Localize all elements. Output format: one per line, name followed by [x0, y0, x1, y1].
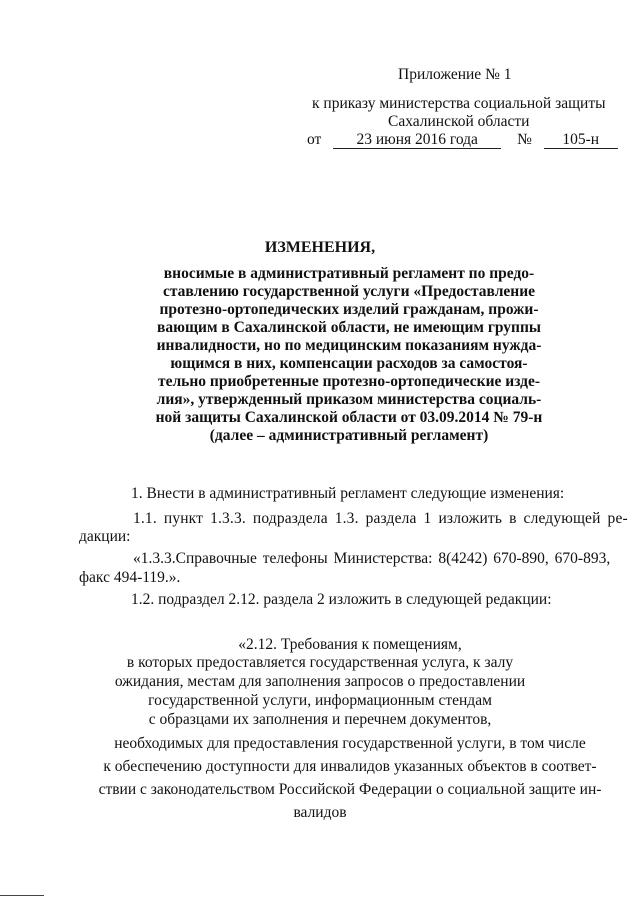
section-line-7: к обеспечению доступности для инвалидов указанных объектов в соответ-	[103, 758, 597, 775]
document-heading: ИЗМЕНЕНИЯ,	[264, 239, 376, 256]
title-line-8: лия», утвержденный приказом министерства социаль-	[156, 391, 542, 408]
order-date-row	[307, 131, 618, 149]
section-line-4: государственной услуги, информационным стендам	[148, 692, 492, 709]
order-number: 105-н	[544, 131, 618, 149]
title-line-5: инвалидности, но по медицинским показаниям нужда-	[156, 337, 542, 354]
title-line-6: ющимся в них, компенсации расходов за самостоя-	[170, 355, 528, 372]
paragraph-1-1-end: дакции:	[79, 528, 131, 545]
section-line-3: ожидания, местам для заполнения запросов о предоставлении	[114, 673, 526, 690]
quote-phones-start: «1.3.3.Справочные телефоны Министерства: 8(4242) 670-890, 670-893,	[133, 550, 611, 567]
quote-phones-end: факс 494-119.».	[79, 569, 181, 586]
section-line-5: с образцами их заполнения и перечнем документов,	[148, 711, 492, 728]
section-line-9: валидов	[293, 804, 347, 821]
section-line-1: «2.12. Требования к помещениям,	[238, 636, 462, 653]
order-date: 23 июня 2016 года	[333, 131, 501, 149]
region-name: Сахалинской области	[388, 113, 530, 130]
section-line-8: ствии с законодательством Российской Федерации о социальной защите ин-	[98, 781, 602, 798]
scan-edge-mark	[0, 895, 44, 896]
number-sign: №	[517, 131, 532, 148]
appendix-label: Приложение № 1	[398, 66, 512, 83]
title-line-3: протезно-ортопедических изделий гражданам, прожи-	[159, 301, 539, 318]
title-line-2: ставлению государственной услуги «Предоставление	[162, 283, 536, 300]
title-line-10: (далее – административный регламент)	[209, 427, 489, 444]
title-line-9: ной защиты Сахалинской области от 03.09.2014 № 79-н	[155, 409, 543, 426]
paragraph-1: 1. Внести в административный регламент следующие изменения:	[131, 485, 565, 502]
order-reference: к приказу министерства социальной защиты	[312, 95, 606, 112]
section-line-6: необходимых для предоставления государственной услуги, в том числе	[114, 735, 586, 752]
paragraph-1-2: 1.2. подраздел 2.12. раздела 2 изложить в следующей редакции:	[131, 591, 552, 608]
title-line-7: тельно приобретенные протезно-ортопедические изде-	[157, 373, 541, 390]
section-line-2: в которых предоставляется государственная услуга, к залу	[126, 654, 514, 671]
title-line-4: вающим в Сахалинской области, не имеющим группы	[156, 319, 541, 336]
title-line-1: вносимые в административный регламент по предо-	[163, 265, 535, 282]
from-label: от	[307, 131, 322, 148]
paragraph-1-1-start: 1.1. пункт 1.3.3. подраздела 1.3. раздела 1 изложить в следующей ре-	[133, 510, 628, 527]
